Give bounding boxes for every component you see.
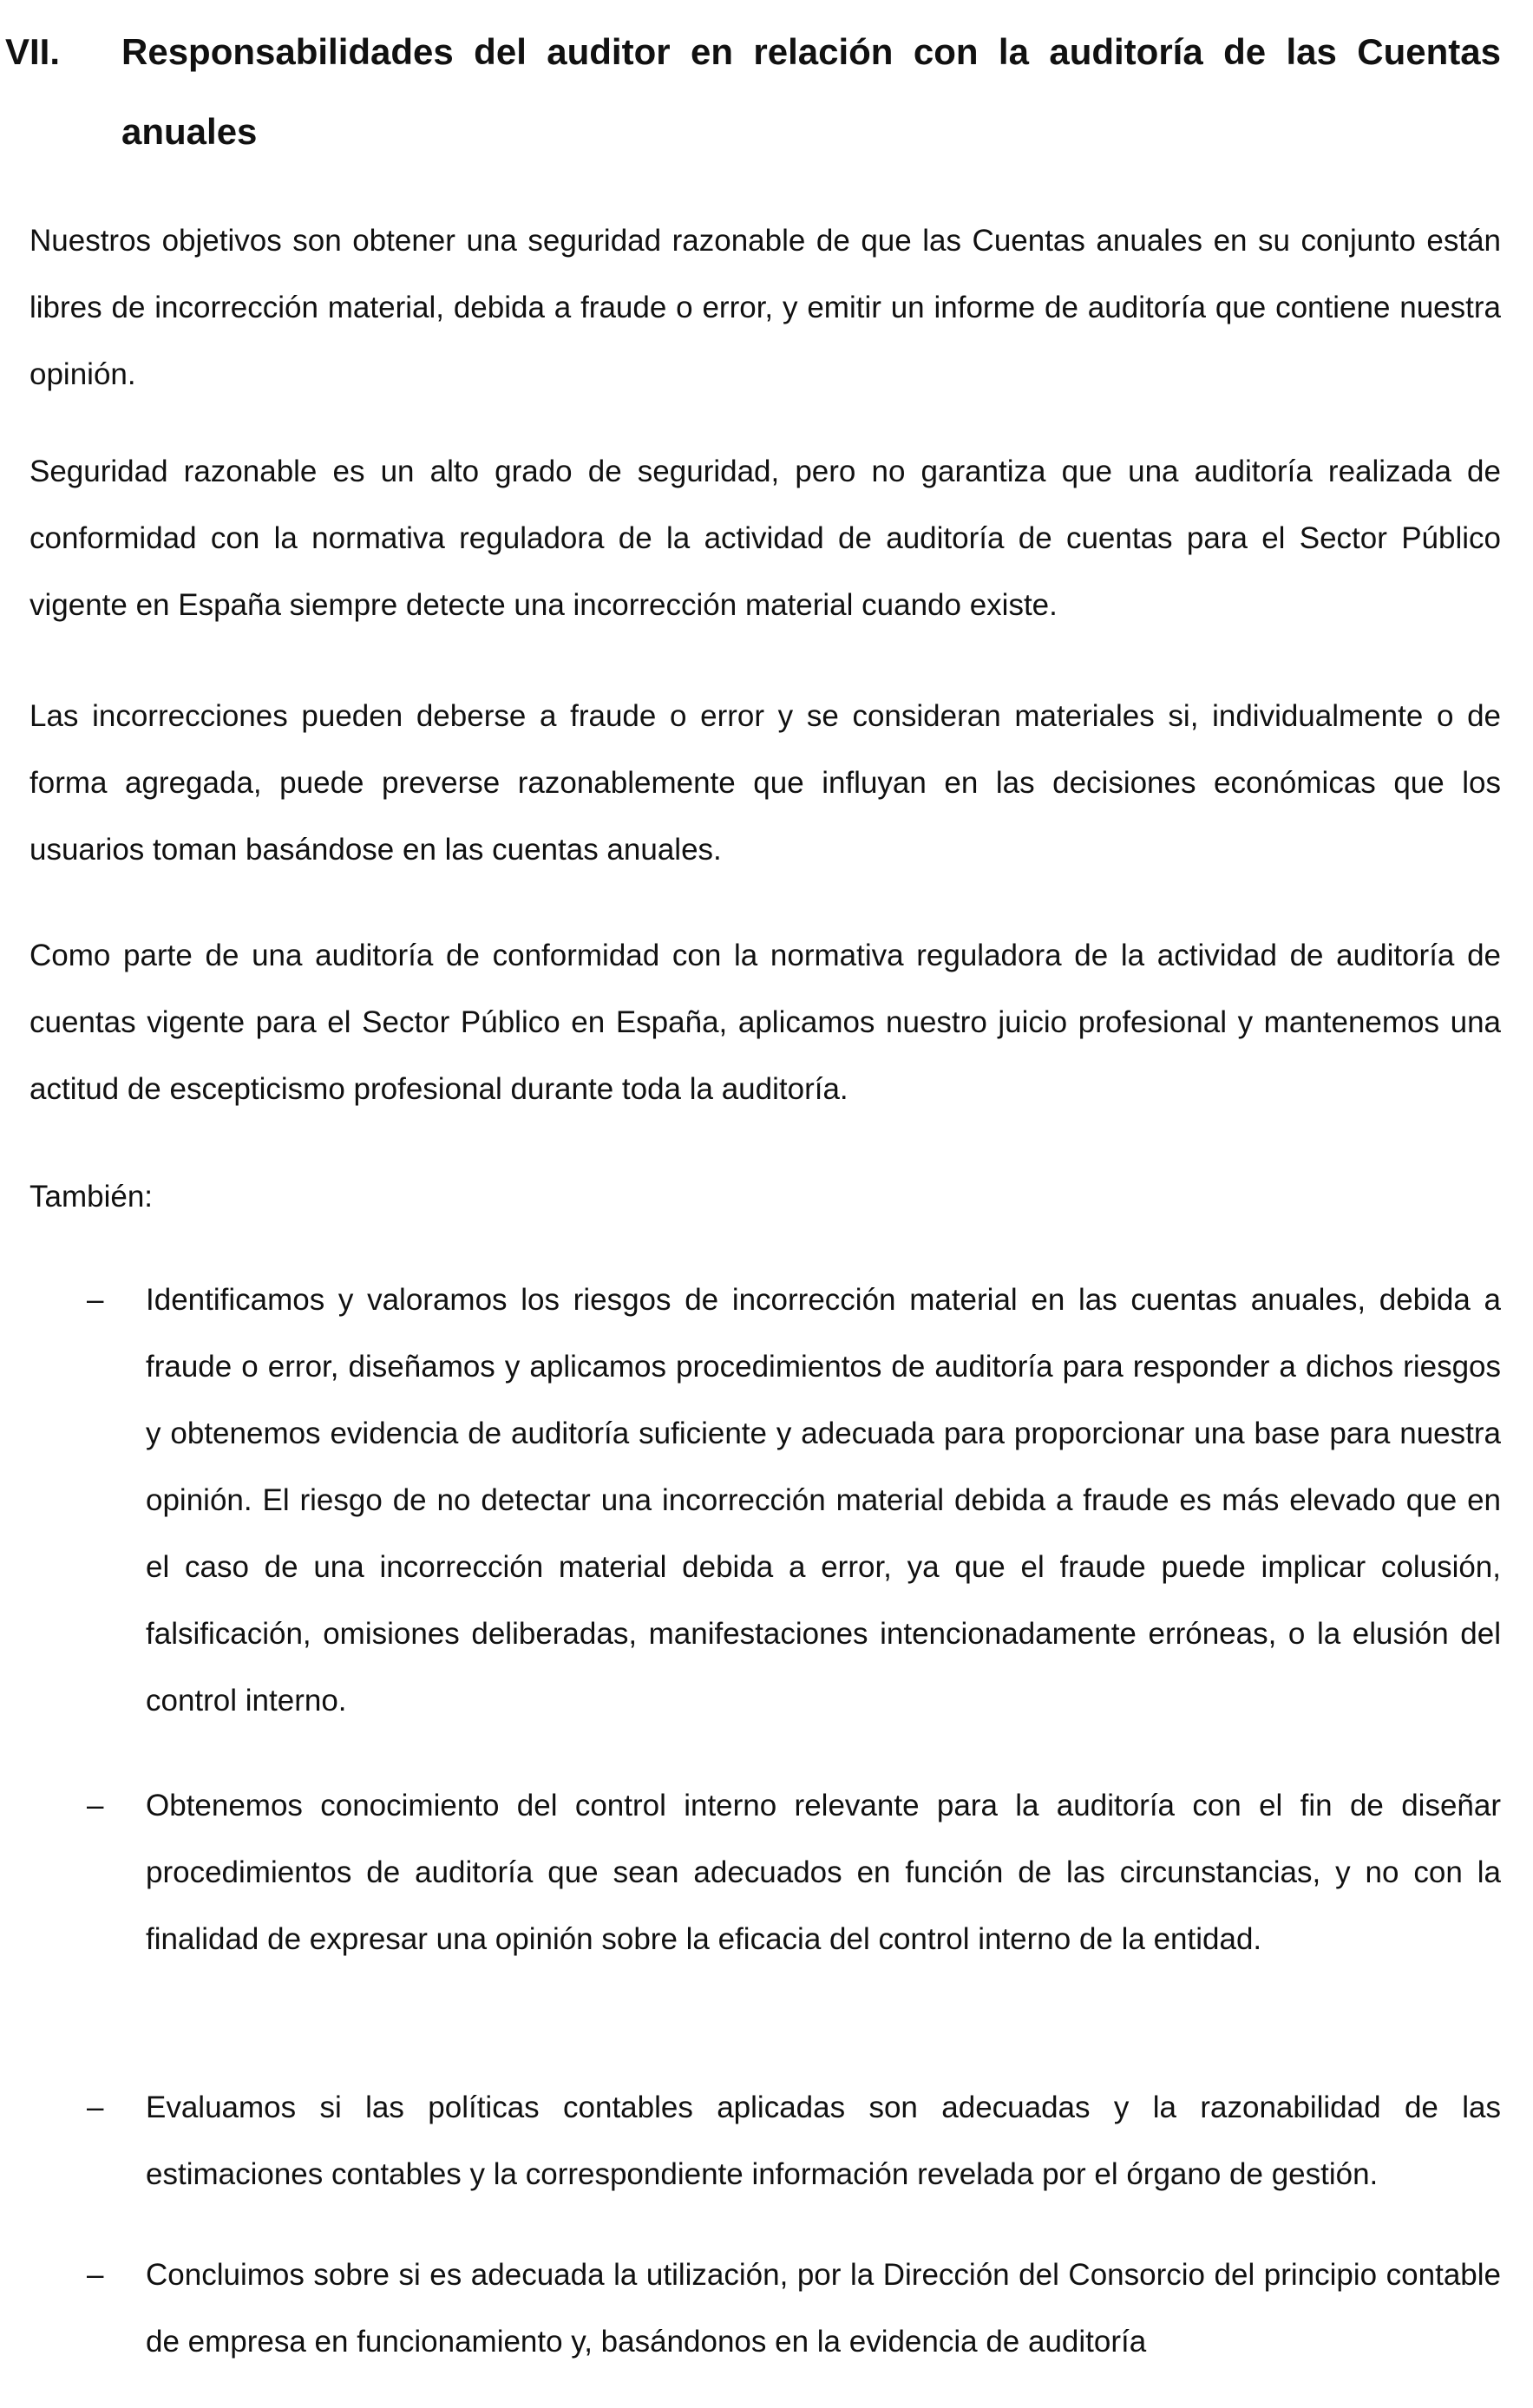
list-item-text: Concluimos sobre si es adecuada la utilización, por la Dirección del Consorcio del principio contable de empresa en funcionamiento y, basándonos en la evidencia de auditoría	[146, 2258, 1501, 2359]
paragraph-reasonable-assurance: Seguridad razonable es un alto grado de seguridad, pero no garantiza que una auditoría realizada de conformidad con la normativa reguladora de la actividad de auditoría de cuentas para el Sector Público vigente en España siempre detecte una incorrección material cuando existe.	[29, 455, 1501, 622]
paragraph-objectives: Nuestros objetivos son obtener una seguridad razonable de que las Cuentas anuales en su conjunto están libres de incorrección material, debida a fraude o error, y emitir un informe de auditoría que contiene nuestra opinión.	[29, 224, 1501, 391]
list-bullet: –	[87, 2091, 104, 2124]
list-bullet: –	[87, 2258, 104, 2292]
list-item-text: Obtenemos conocimiento del control interno relevante para la auditoría con el fin de diseñar procedimientos de auditoría que sean adecuados en función de las circunstancias, y no con la finalidad de expresar una opinión sobre la eficacia del control interno de la entidad.	[146, 1789, 1501, 1956]
list-bullet: –	[87, 1283, 104, 1317]
paragraph-professional-judgement: Como parte de una auditoría de conformidad con la normativa reguladora de la actividad de auditoría de cuentas vigente para el Sector Público en España, aplicamos nuestro juicio profesional y mantenemos una actitud de escepticismo profesional durante toda la auditoría.	[29, 939, 1501, 1106]
paragraph-also: También:	[29, 1180, 154, 1214]
section-title: Responsabilidades del auditor en relación con la auditoría de las Cuentas anuales	[121, 31, 1501, 152]
list-item-text: Evaluamos si las políticas contables aplicadas son adecuadas y la razonabilidad de las estimaciones contables y la correspondiente información revelada por el órgano de gestión.	[146, 2091, 1501, 2191]
paragraph-misstatements: Las incorrecciones pueden deberse a fraude o error y se consideran materiales si, individualmente o de forma agregada, puede preverse razonablemente que influyan en las decisiones económicas que los usuarios toman basándose en las cuentas anuales.	[29, 699, 1501, 867]
list-bullet: –	[87, 1789, 104, 1822]
section-number: VII.	[5, 31, 61, 72]
list-item-text: Identificamos y valoramos los riesgos de incorrección material en las cuentas anuales, debida a fraude o error, diseñamos y aplicamos procedimientos de auditoría para responder a dichos riesgos y obtenemos evidencia de auditoría suficiente y adecuada para proporcionar una base para nuestra opinión. El riesgo de no detectar una incorrección material debida a fraude es más elevado que en el caso de una incorrección material debida a error, ya que el fraude puede implicar colusión, falsificación, omisiones deliberadas, manifestaciones intencionadamente erróneas, o la elusión del control interno.	[146, 1283, 1501, 1718]
